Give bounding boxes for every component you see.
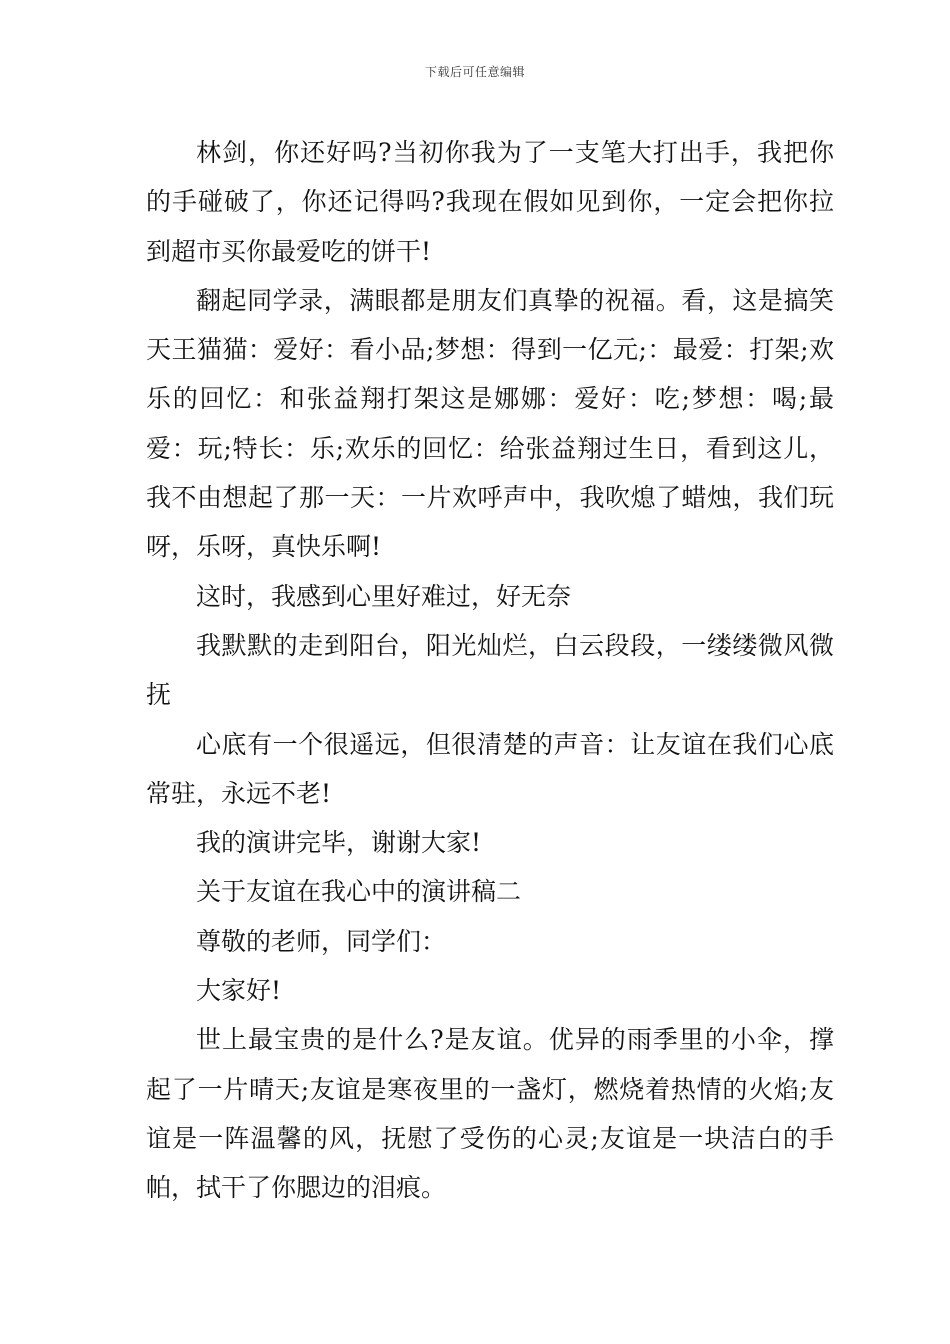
document-body — [146, 128, 834, 1213]
paragraph-2: 翻起同学录，满眼都是朋友们真挚的祝福。看，这是搞笑天王猫猫：爱好：看小品;梦想：得到一亿元;：最爱：打架;欢乐的回忆：和张益翔打架这是娜娜：爱好：吃;梦想：喝;最爱：玩;特长：乐;欢乐的回忆：给张益翔过生日，看到这儿，我不由想起了那一天：一片欢呼声中，我吹熄了蜡烛，我们玩呀，乐呀，真快乐啊! — [146, 285, 834, 562]
paragraph-6: 我的演讲完毕，谢谢大家! — [196, 828, 482, 858]
paragraph-3: 这时，我感到心里好难过，好无奈 — [196, 581, 572, 611]
salutation: 尊敬的老师，同学们： — [196, 926, 447, 956]
paragraph-10: 世上最宝贵的是什么?是友谊。优异的雨季里的小伞，撑起了一片晴天;友谊是寒夜里的一盏灯，燃烧着热情的火焰;友谊是一阵温馨的风，抚慰了受伤的心灵;友谊是一块洁白的手帕，拭干了你腮边的泪痕。 — [146, 1025, 834, 1203]
page-header-note: 下载后可任意编辑 — [424, 65, 525, 79]
paragraph-1: 林剑，你还好吗?当初你我为了一支笔大打出手，我把你的手碰破了，你还记得吗?我现在假如见到你，一定会把你拉到超市买你最爱吃的饼干! — [146, 138, 834, 266]
paragraph-5: 心底有一个很遥远，但很清楚的声音：让友谊在我们心底常驻，永远不老! — [146, 729, 834, 808]
section-title: 关于友谊在我心中的演讲稿二 — [196, 877, 522, 907]
greeting: 大家好! — [196, 976, 282, 1006]
paragraph-4: 我默默的走到阳台，阳光灿烂，白云段段，一缕缕微风微抚 — [146, 630, 834, 710]
